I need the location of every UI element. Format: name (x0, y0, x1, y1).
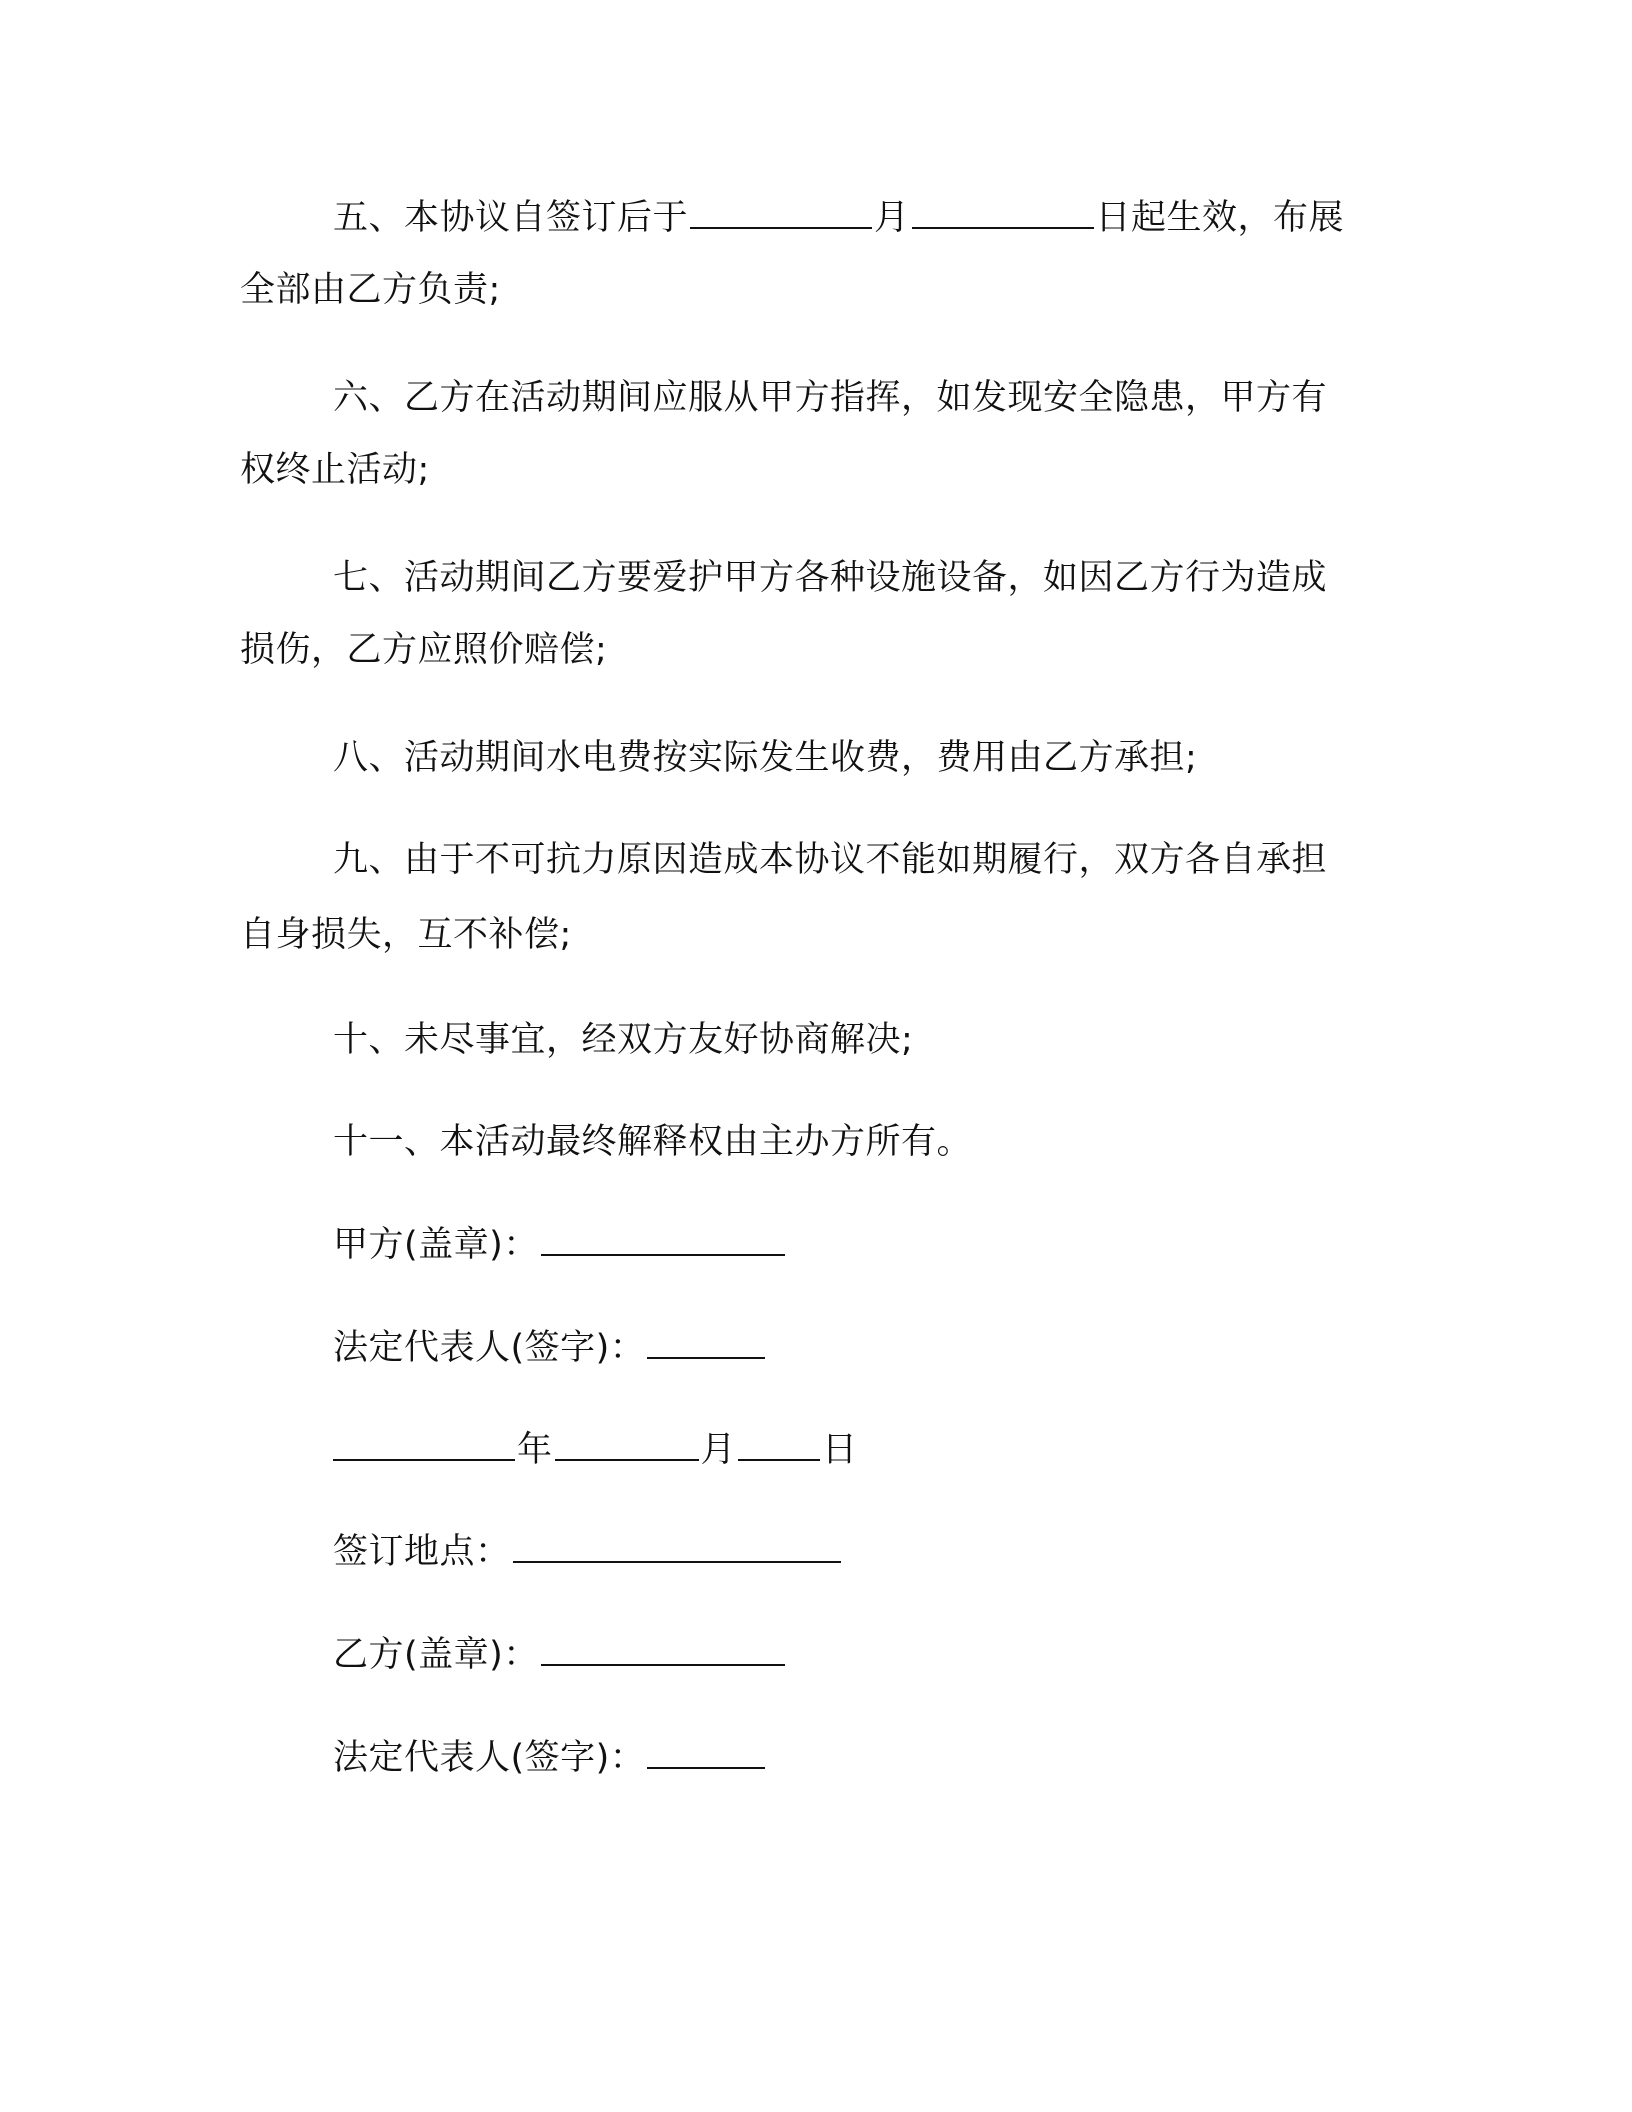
legal-rep-b-label: 法定代表人(签字)： (333, 1738, 646, 1778)
legal-rep-b-blank (647, 1743, 765, 1769)
clause-7-line-2: 损伤，乙方应照价赔偿; (240, 630, 608, 670)
party-b-seal-label: 乙方(盖章)： (333, 1635, 539, 1675)
clause-9-line-2: 自身损失，互不补偿; (240, 915, 572, 955)
clause-11-line-1: 十一、本活动最终解释权由主办方所有。 (333, 1122, 973, 1162)
clause-5-line-1 (333, 198, 1393, 238)
party-a-seal-line (333, 1225, 1393, 1265)
day-blank (912, 203, 1094, 229)
legal-rep-a-blank (647, 1333, 765, 1359)
legal-rep-a-line (333, 1328, 1393, 1368)
party-a-seal-label: 甲方(盖章)： (333, 1225, 539, 1265)
clause-5-text-b: 月 (874, 198, 910, 238)
clause-8-line-1: 八、活动期间水电费按实际发生收费，费用由乙方承担; (333, 738, 1198, 778)
clause-7-line-1: 七、活动期间乙方要爱护甲方各种设施设备，如因乙方行为造成 (333, 558, 1328, 598)
clause-5-text-a: 五、本协议自签订后于 (333, 198, 689, 238)
clause-6-line-1: 六、乙方在活动期间应服从甲方指挥，如发现安全隐患，甲方有 (333, 378, 1328, 418)
clause-5-text-c: 日起生效，布展 (1095, 198, 1345, 238)
clause-9-line-1: 九、由于不可抗力原因造成本协议不能如期履行，双方各自承担 (333, 840, 1328, 880)
date-month-label: 月 (700, 1430, 737, 1470)
clause-10-line-1: 十、未尽事宜，经双方友好协商解决; (333, 1020, 914, 1060)
date-day-label: 日 (822, 1430, 858, 1470)
clause-5-line-2: 全部由乙方负责; (240, 270, 501, 310)
signing-place-blank (513, 1537, 841, 1563)
signing-place-line (333, 1532, 1393, 1572)
date-month-blank (555, 1435, 699, 1461)
legal-rep-a-label: 法定代表人(签字)： (333, 1328, 646, 1368)
date-line (333, 1430, 1393, 1470)
date-year-label: 年 (517, 1430, 553, 1470)
year-blank (333, 1435, 515, 1461)
date-day-blank (738, 1435, 820, 1461)
clause-6-line-2: 权终止活动; (240, 450, 430, 490)
signing-place-label: 签订地点： (333, 1532, 511, 1572)
month-blank (690, 203, 872, 229)
legal-rep-b-line (333, 1738, 1393, 1778)
party-b-seal-line (333, 1635, 1393, 1675)
party-b-seal-blank (541, 1640, 785, 1666)
party-a-seal-blank (541, 1230, 785, 1256)
